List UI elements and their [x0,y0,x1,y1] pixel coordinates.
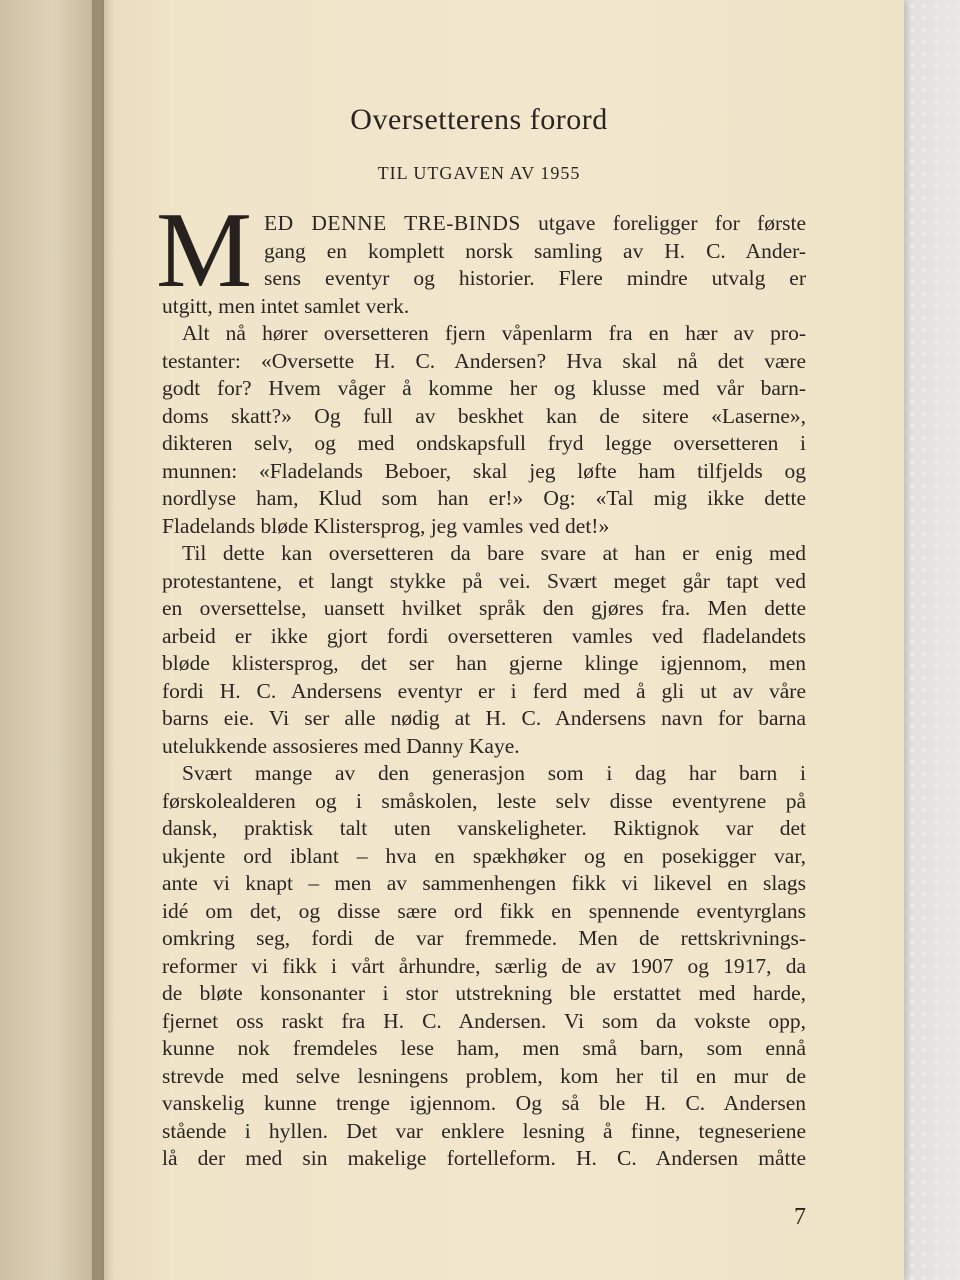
text-line: lå der med sin makelige fortelleform. H. C. Andersen måtte [162,1146,806,1170]
text-line: fjernet oss raskt fra H. C. Andersen. Vi som da vokste opp, [162,1008,806,1033]
drop-cap: M [156,191,253,310]
page-title: Oversetterens forord [350,103,608,136]
text-line: munnen: «Fladelands Beboer, skal jeg løfte ham tilfjelds og [162,458,806,483]
text-line: fordi H. C. Andersens eventyr er i ferd med å gli ut av våre [162,678,806,703]
text-line: ukjente ord iblant – hva en spækhøker og en posekigger var, [162,843,806,868]
text-line: gang en komplett norsk samling av H. C. Ander- [264,238,806,263]
text-line: sens eventyr og historier. Flere mindre utvalg er [264,266,806,290]
paragraph-4 [162,760,806,1173]
text-line: reformer vi fikk i vårt århundre, særlig de av 1907 og 1917, da [162,953,806,978]
text-line: godt for? Hvem våger å komme her og klusse med vår barn- [162,376,806,400]
text-line: strevde med selve lesningens problem, kom her til en mur de [162,1063,806,1088]
text-line: omkring seg, fordi de var fremmede. Men de rettskrivnings- [162,926,806,950]
text-line: bløde klistersprog, det ser han gjerne klinge igjennom, men [162,651,806,675]
text-line: førskolealderen og i småskolen, leste selv disse eventyrene på [162,788,806,813]
text-line: dansk, praktisk talt uten vanskeligheter. Riktignok var det [162,816,806,840]
paragraph-2 [162,320,806,540]
text-line: Fladelands bløde Klistersprog, jeg vamles ved det!» [162,513,610,538]
text-line: arbeid er ikke gjort fordi oversetteren vamles ved fladelandets [162,623,806,648]
spine-shadow [92,0,114,1280]
text-line-rest: utgave foreligger for første [520,211,806,235]
page-subtitle: TIL UTGAVEN AV 1955 [377,163,581,183]
text-line: de bløte konsonanter i stor utstrekning ble erstattet med harde, [162,981,806,1005]
text-line: Til dette kan oversetteren da bare svare at han er enig med [182,541,806,565]
text-line: stående i hyllen. Det var enklere lesning å finne, tegneseriene [162,1118,806,1143]
text-line: vanskelig kunne trenge igjennom. Og så ble H. C. Andersen [162,1091,806,1115]
body-text [156,191,806,1173]
text-line: doms skatt?» Og full av beskhet kan de sitere «Laserne», [162,403,806,428]
text-line: kunne nok fremdeles lese ham, men små barn, som ennå [162,1036,806,1060]
paragraph-3 [162,540,806,760]
text-line: protestantene, et langt stykke på vei. Svært meget går tapt ved [162,568,806,593]
paragraph-1 [156,191,806,320]
smallcaps-lead: ED DENNE TRE-BINDS [264,211,521,235]
text-line: Svært mange av den generasjon som i dag har barn i [182,761,806,785]
text-line: utelukkende assosieres med Danny Kaye. [162,733,520,758]
page-number: 7 [794,1204,806,1230]
book-page [104,0,904,1280]
text-line [162,210,806,238]
text-line: dikteren selv, og med ondskapsfull fryd legge oversetteren i [162,431,806,455]
text-line: ante vi knapt – men av sammenhengen fikk vi likevel en slags [162,871,806,895]
text-line: en oversettelse, uansett hvilket språk den gjøres fra. Men dette [162,596,806,620]
text-line: Alt nå hører oversetteren fjern våpenlarm fra en hær av pro- [182,321,806,345]
text-line: utgitt, men intet samlet verk. [162,293,410,318]
text-line: nordlyse ham, Klud som han er!» Og: «Tal mig ikke dette [162,486,806,510]
left-page-edge [0,0,105,1280]
text-line: idé om det, og disse sære ord fikk en spennende eventyrglans [162,898,806,923]
text-line: testanter: «Oversette H. C. Andersen? Hva skal nå det være [162,348,806,373]
text-line: barns eie. Vi ser alle nødig at H. C. Andersens navn for barna [162,706,806,730]
